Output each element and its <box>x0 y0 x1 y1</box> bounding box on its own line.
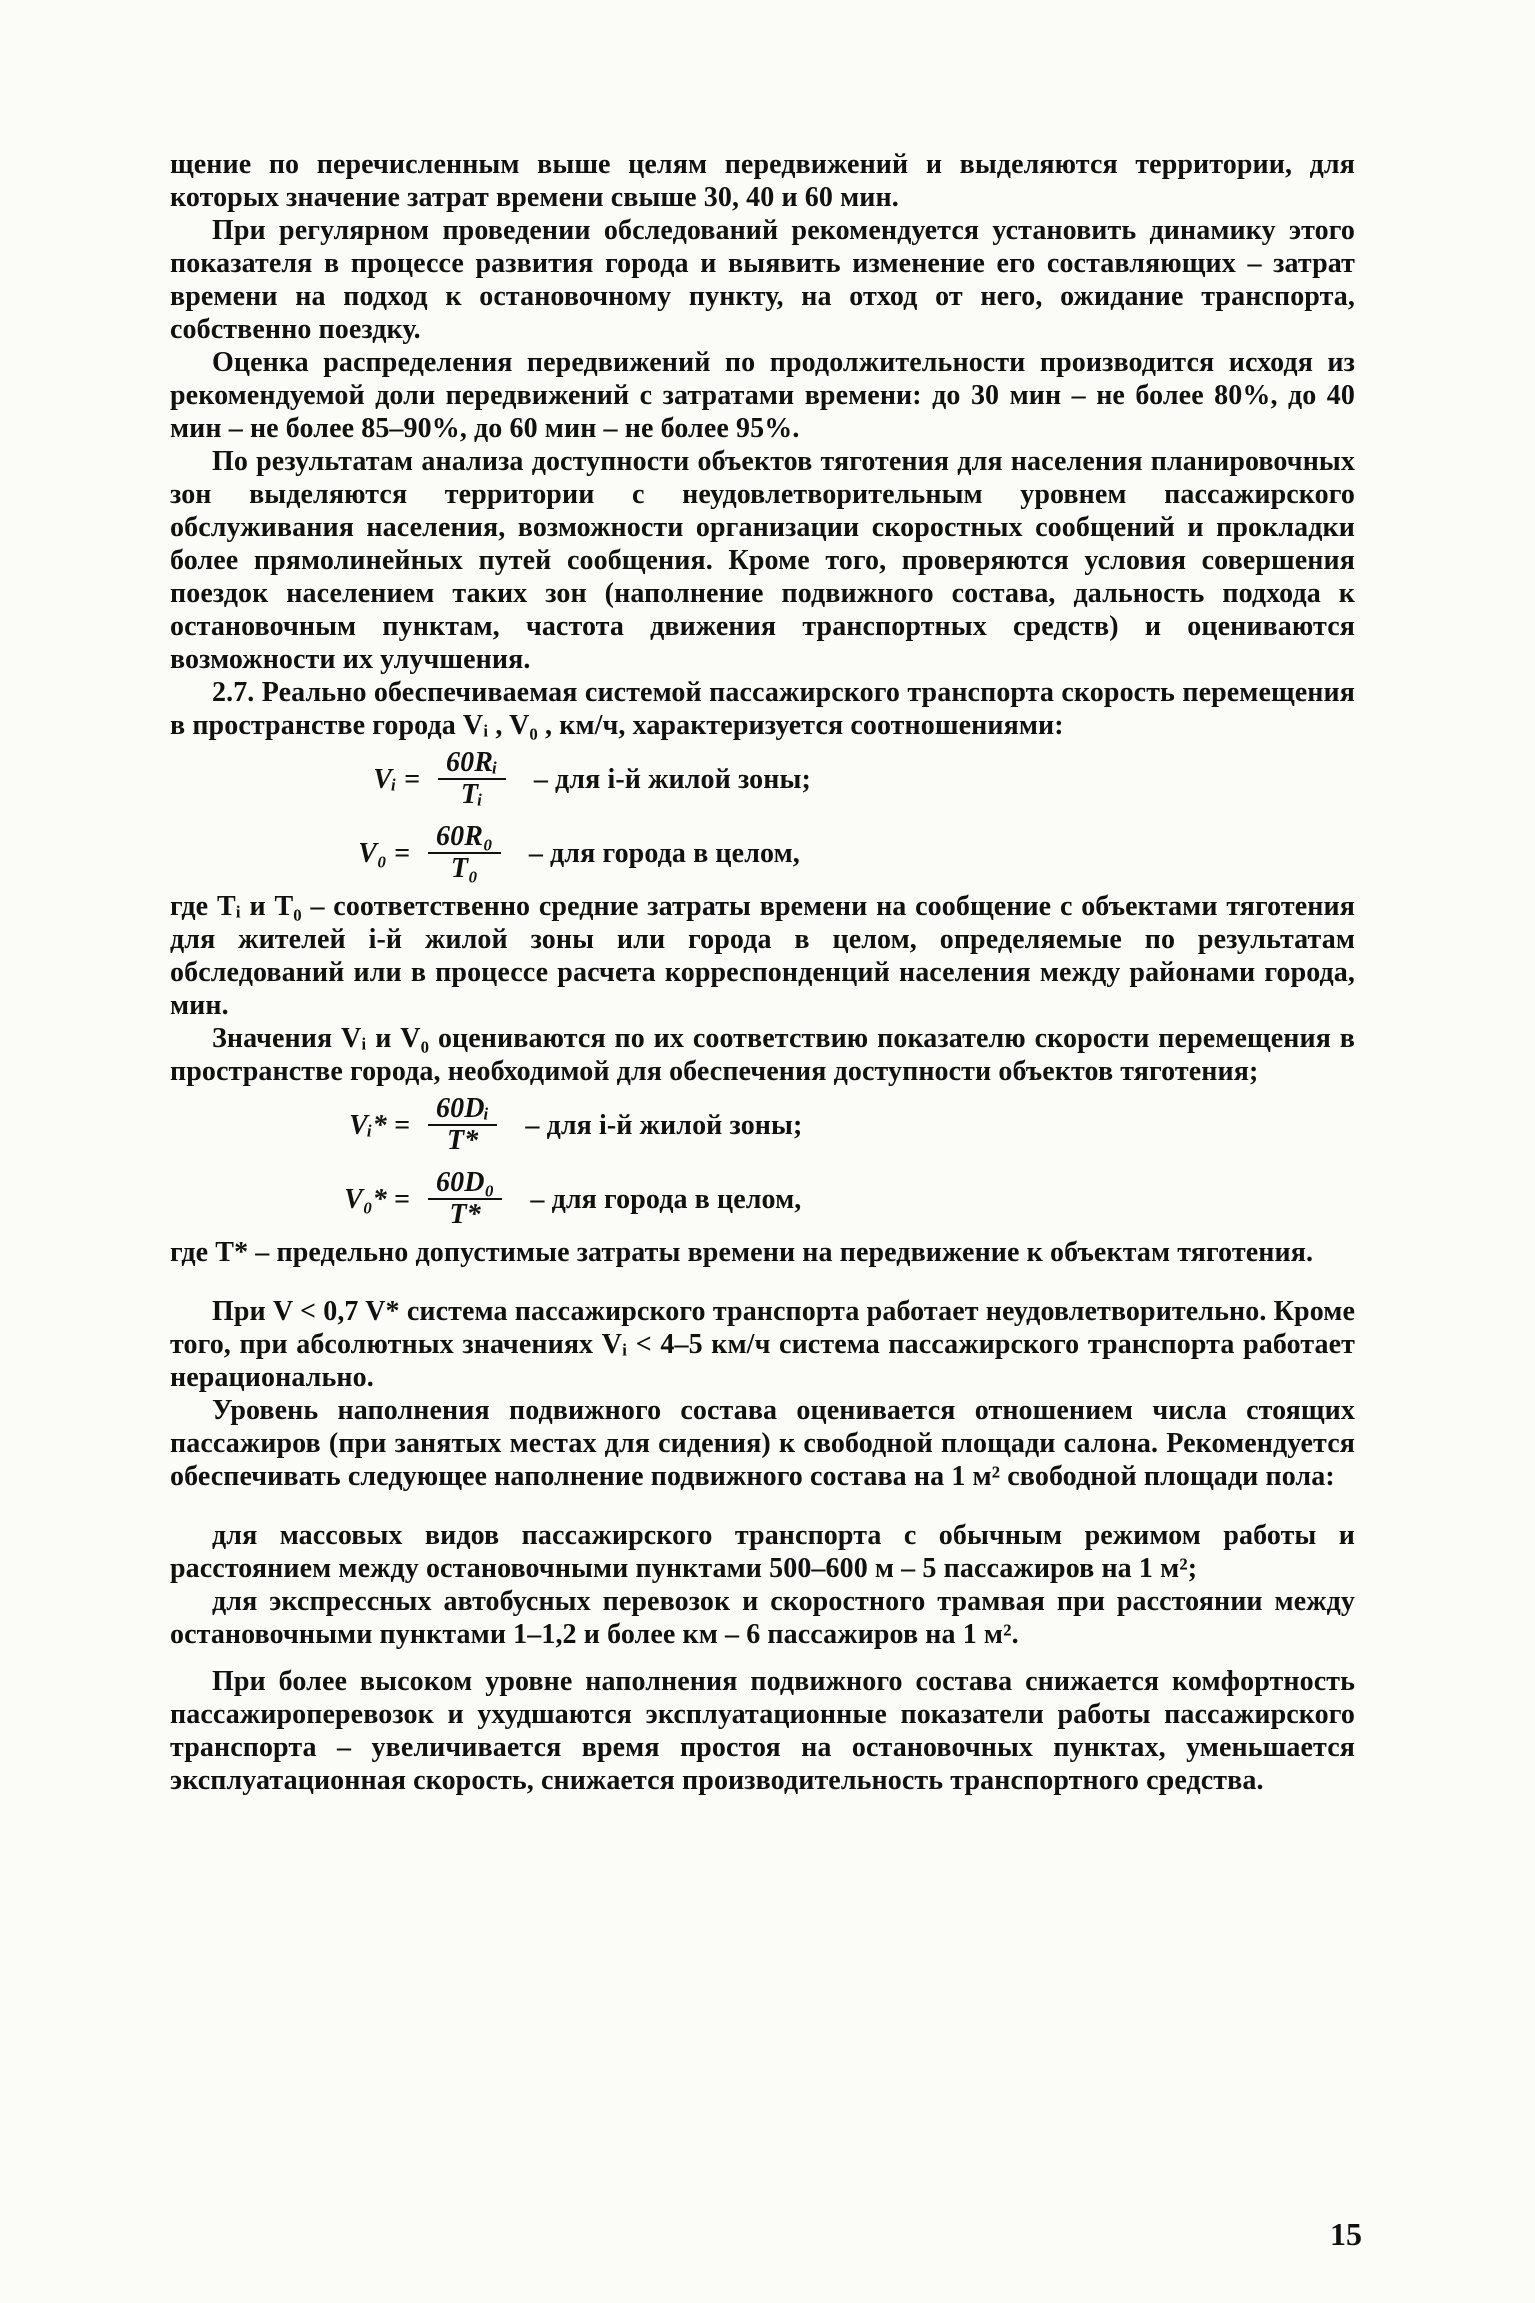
paragraph-3: Оценка распределения передвижений по продолжительности производится исходя из рекомендуемой доли передвижений с затратами времени: до 30 мин – не более 80%, до 40 мин – не более 85–90%, до 60 мин – не более 95%. <box>170 347 1355 444</box>
formula-fraction <box>428 1094 497 1156</box>
formula-description: – для города в целом, <box>530 1183 802 1215</box>
paragraph-10: Уровень наполнения подвижного состава оценивается отношением числа стоящих пассажиров (при занятых местах для сидения) к свободной площади салона. Рекомендуется обеспечивать следующее наполнение подвижного состава на 1 м² свободной площади пола: <box>170 1395 1355 1492</box>
formula-lhs: Vᵢ* = <box>349 1109 410 1141</box>
paragraph-4: По результатам анализа доступности объектов тяготения для населения планировочных зон выделяются территории с неудовлетворительным уровнем пассажирского обслуживания населения, возможности организации скоростных сообщений и прокладки более прямолинейных путей сообщения. Кроме того, проверяются условия совершения поездок населением таких зон (наполнение подвижного состава, дальность подхода к остановочным пунктам, частота движения транспортных средств) и оцениваются возможности их улучшения. <box>170 446 1355 675</box>
formula-fraction <box>428 822 501 884</box>
formula-description: – для i-й жилой зоны; <box>525 1109 803 1141</box>
formula-denominator: T* <box>447 1125 479 1156</box>
paragraph-6: где Tᵢ и T₀ – соответственно средние затраты времени на сообщение с объектами тяготения для жителей i-й жилой зоны или города в целом, определяемые по результатам обследований или в процессе расчета корреспонденций населения между районами города, мин. <box>170 891 1355 1021</box>
formula-numerator: 60Rᵢ <box>438 748 506 780</box>
page-text-body <box>170 148 1355 1797</box>
formula-lhs: V₀* = <box>344 1183 410 1215</box>
formula-v-i <box>350 742 1355 816</box>
formula-numerator: 60D₀ <box>428 1168 502 1200</box>
formula-lhs: Vᵢ = <box>373 763 420 795</box>
formula-numerator: 60R₀ <box>428 822 501 854</box>
formula-v-0-star <box>340 1162 1355 1236</box>
formula-v-0 <box>340 816 1355 890</box>
formula-lhs: V₀ = <box>358 837 410 869</box>
formula-description: – для i-й жилой зоны; <box>533 763 811 795</box>
paragraph-12: для экспрессных автобусных перевозок и скоростного трамвая при расстоянии между остановочными пунктами 1–1,2 и более км – 6 пассажиров на 1 м². <box>170 1586 1355 1650</box>
paragraph-5: 2.7. Реально обеспечиваемая системой пассажирского транспорта скорость перемещения в пространстве города Vᵢ , V₀ , км/ч, характеризуется соотношениями: <box>170 677 1355 741</box>
paragraph-9: При V < 0,7 V* система пассажирского транспорта работает неудовлетворительно. Кроме того, при абсолютных значениях Vᵢ < 4–5 км/ч система пассажирского транспорта работает нерационально. <box>170 1296 1355 1393</box>
paragraph-1: щение по перечисленным выше целям передвижений и выделяются территории, для которых значение затрат времени свыше 30, 40 и 60 мин. <box>170 149 1355 213</box>
paragraph-7: Значения Vᵢ и V₀ оцениваются по их соответствию показателю скорости перемещения в пространстве города, необходимой для обеспечения доступности объектов тяготения; <box>170 1023 1355 1087</box>
formula-denominator: T₀ <box>450 853 478 884</box>
formula-denominator: T* <box>449 1199 481 1230</box>
formula-denominator: Tᵢ <box>460 779 483 810</box>
formula-numerator: 60Dᵢ <box>428 1094 497 1126</box>
formula-description: – для города в целом, <box>528 837 800 869</box>
paragraph-8: где T* – предельно допустимые затраты времени на передвижение к объектам тяготения. <box>170 1237 1314 1268</box>
formula-fraction <box>438 748 506 810</box>
paragraph-11: для массовых видов пассажирского транспорта с обычным режимом работы и расстоянием между остановочными пунктами 500–600 м – 5 пассажиров на 1 м²; <box>170 1520 1355 1584</box>
paragraph-13: При более высоком уровне наполнения подвижного состава снижается комфортность пассажироперевозок и ухудшаются эксплуатационные показатели работы пассажирского транспорта – увеличивается время простоя на остановочных пунктах, уменьшается эксплуатационная скорость, снижается производительность транспортного средства. <box>170 1666 1355 1796</box>
formula-v-i-star <box>340 1088 1355 1162</box>
paragraph-2: При регулярном проведении обследований рекомендуется установить динамику этого показателя в процессе развития города и выявить изменение его составляющих – затрат времени на подход к остановочному пункту, на отход от него, ожидание транспорта, собственно поездку. <box>170 215 1355 345</box>
page-number: 15 <box>1330 2216 1362 2252</box>
formula-fraction <box>428 1168 502 1230</box>
